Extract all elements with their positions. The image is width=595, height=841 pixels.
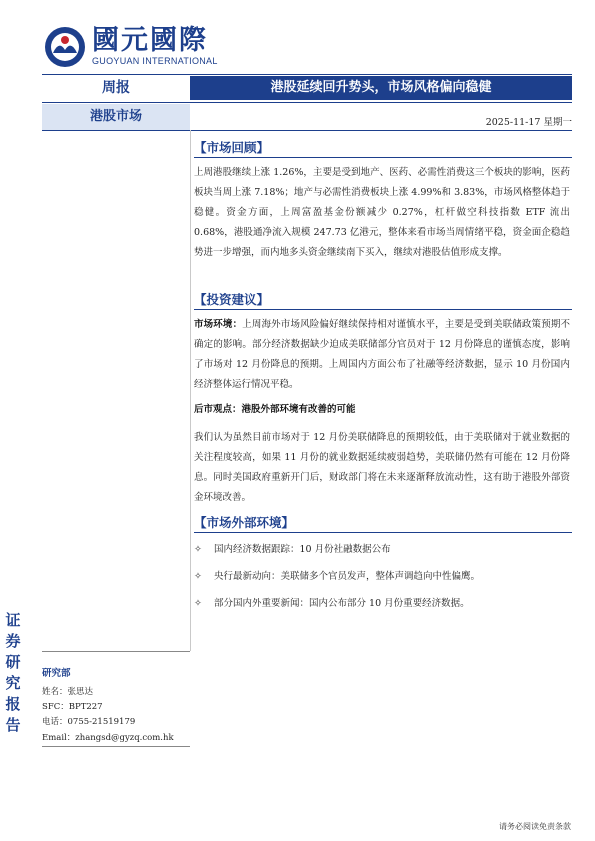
- market-review-heading: 【市场回顾】: [194, 140, 270, 155]
- side-label: [4, 610, 22, 736]
- column-divider: [190, 130, 191, 651]
- author-bottom-rule: [42, 746, 190, 747]
- side-label-char: 报: [5, 695, 21, 713]
- side-label-char: 证: [5, 611, 21, 629]
- diamond-bullet-icon: ✧: [194, 598, 202, 609]
- report-type: 周报: [102, 80, 130, 96]
- author-sfc: SFC：BPT227: [42, 702, 103, 712]
- diamond-bullet-icon: ✧: [194, 571, 202, 582]
- external-rule: [194, 532, 572, 533]
- advice-rule: [194, 309, 572, 310]
- external-heading: 【市场外部环境】: [194, 515, 295, 530]
- market-environment-label: 市场环境：: [194, 319, 243, 330]
- list-item: ✧ 部分国内外重要新闻：国内公布部分 10 月份重要经济数据。: [194, 598, 470, 609]
- side-label-char: 研: [5, 653, 21, 671]
- market-review-text: 上周港股继续上涨 1.26%，主要是受到地产、医药、必需性消费这三个板块的影响，医药板块当周上涨 7.18%；地产与必需性消费板块上涨 4.99%和 3.83%，市场风格整体趋于稳健。资金方面，上周富盈基金份额减少 0.27%，杠杆做空科技指数 ETF 流出 0.68%，港股通净流入规模 247.73 亿港元，整体来看市场当周情绪平稳，资金面企稳趋势进一步增强，而内地多头资金继续南下买入，继续对港股估值形成支撑。: [194, 167, 570, 258]
- advice-heading: 【投资建议】: [194, 292, 270, 307]
- outlook-heading-line: [194, 400, 570, 420]
- side-label-char: 券: [5, 632, 21, 650]
- list-item: ✧ 央行最新动向：美联储多个官员发声，整体声调趋向中性偏鹰。: [194, 571, 481, 582]
- author-name: 姓名：张思达: [42, 687, 94, 697]
- disclaimer-note: 请务必阅读免责条款: [499, 822, 571, 831]
- market-environment-text: 上周海外市场风险偏好继续保持相对谨慎水平，主要是受到美联储政策预期不确定的影响。部分经济数据缺少迫成美联储部分官员对于 12 月份降息的谨慎态度，影响了市场对 12 月份降息的预期。上周国内方面公布了社融等经济数据，显示 10 月份国内经济整体运行情况平稳。: [194, 319, 570, 390]
- brand-name-cn: 國元國際: [92, 25, 208, 56]
- report-title: 港股延续回升势头，市场风格偏向稳健: [270, 80, 492, 95]
- section-tag: 港股市场: [42, 104, 190, 130]
- list-item: ✧ 国内经济数据跟踪：10 月份社融数据公布: [194, 544, 391, 555]
- author-phone: 电话：0755-21519179: [42, 717, 136, 727]
- market-environment-paragraph: [194, 315, 570, 395]
- header-date-rule: [42, 130, 572, 131]
- outlook-title: 港股外部环境有改善的可能: [241, 404, 356, 415]
- brand-name-en: GUOYUAN INTERNATIONAL: [92, 56, 218, 66]
- outlook-label: 后市观点：: [194, 404, 242, 415]
- author-department: 研究部: [42, 668, 71, 679]
- header-top-rule: [42, 74, 572, 75]
- report-date: 2025-11-17 星期一: [485, 117, 572, 128]
- guoyuan-logo-icon: [44, 26, 86, 68]
- author-email[interactable]: Email：zhangsd@gyzq.com.hk: [42, 733, 174, 743]
- outlook-text: 我们认为虽然目前市场对于 12 月份美联储降息的预期较低，由于美联储对于就业数据的关注程度较高，如果 11 月份的就业数据延续疲弱趋势，美联储仍然有可能在 12 月份降息。同时美国政府重新开门后，财政部门将在未来逐渐释放流动性，这有助于港股外部资金环境改善。: [194, 432, 570, 503]
- side-label-char: 究: [5, 674, 21, 692]
- side-label-char: 告: [5, 716, 21, 734]
- author-top-rule: [42, 651, 190, 652]
- market-review-rule: [194, 157, 572, 158]
- diamond-bullet-icon: ✧: [194, 544, 202, 555]
- header-bottom-rule: [42, 102, 572, 103]
